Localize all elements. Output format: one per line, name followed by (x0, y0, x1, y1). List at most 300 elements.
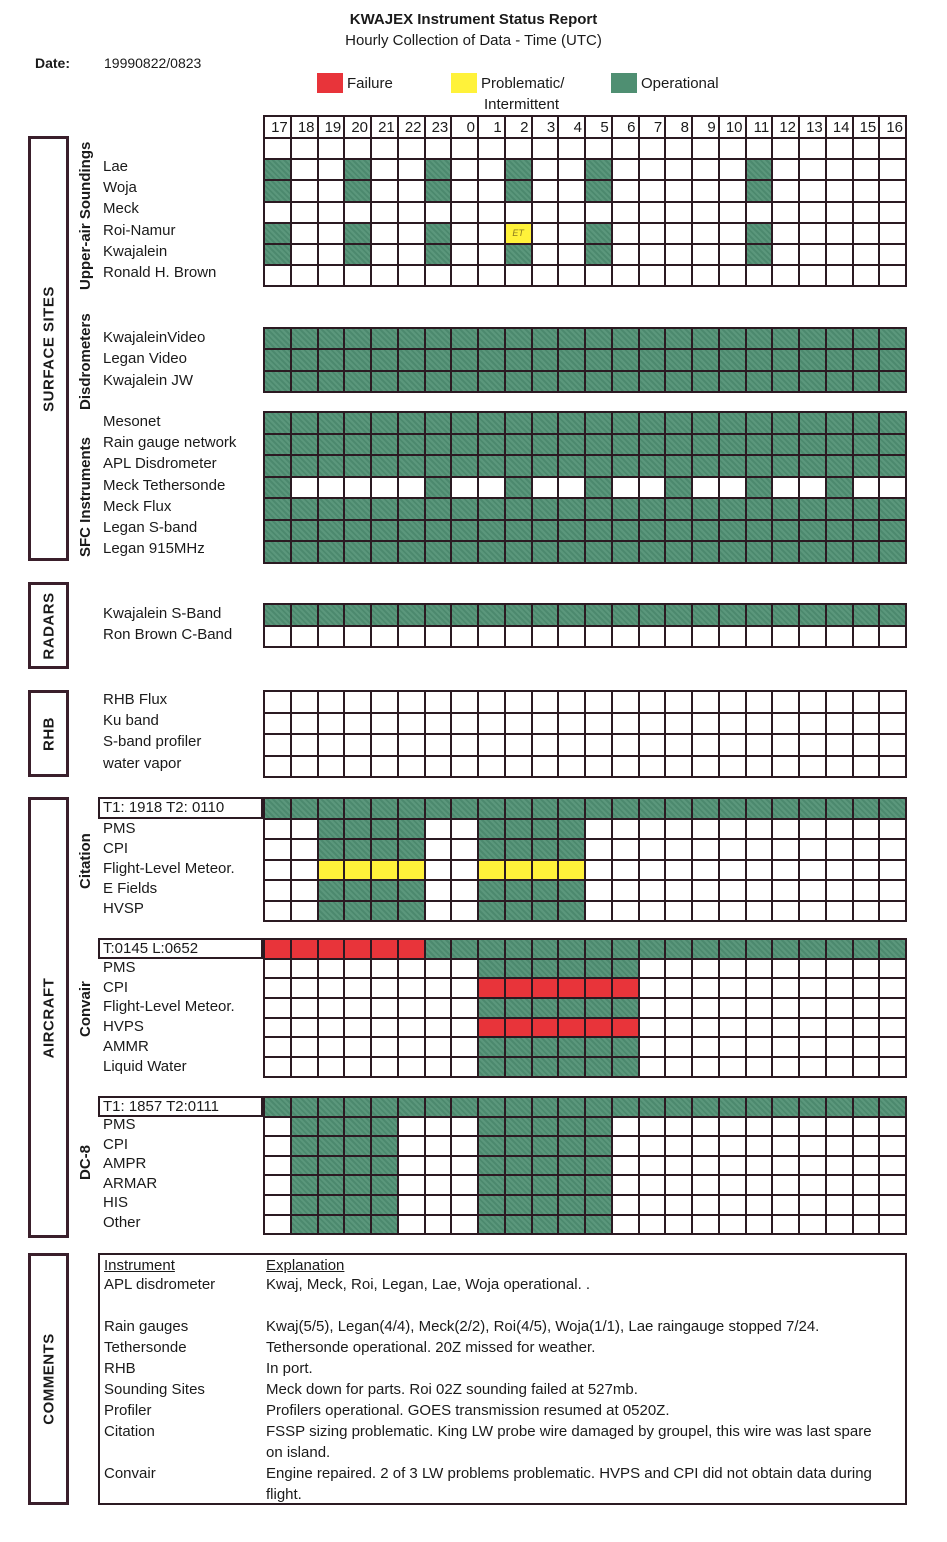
status-cell (853, 455, 880, 477)
status-cell (826, 1175, 853, 1195)
status-cell (665, 223, 692, 244)
status-cell (558, 901, 585, 922)
status-cell (853, 734, 880, 756)
status-cell (719, 265, 746, 286)
status-cell (344, 159, 371, 180)
status-cell (371, 1156, 398, 1176)
status-cell (558, 202, 585, 223)
hour-header-cell: 6 (612, 116, 639, 138)
status-cell (746, 860, 773, 881)
status-cell (879, 901, 906, 922)
status-cell (585, 839, 612, 860)
instrument-label: PMS (103, 1116, 136, 1133)
status-cell (318, 798, 345, 819)
status-cell (853, 1175, 880, 1195)
status-cell (371, 265, 398, 286)
status-cell (371, 1195, 398, 1215)
status-cell (746, 455, 773, 477)
status-row (264, 939, 906, 959)
status-cell (879, 734, 906, 756)
status-cell (398, 434, 425, 456)
status-cell (371, 880, 398, 901)
status-grid-sfc (263, 411, 907, 564)
status-cell (879, 498, 906, 520)
status-cell (665, 477, 692, 499)
status-cell (451, 880, 478, 901)
status-cell (746, 202, 773, 223)
status-cell (585, 819, 612, 840)
date-label: Date: (35, 55, 71, 71)
status-cell (665, 939, 692, 959)
status-cell (826, 1215, 853, 1235)
status-cell (612, 901, 639, 922)
status-cell (344, 1117, 371, 1137)
status-cell (665, 1195, 692, 1215)
status-cell (853, 819, 880, 840)
status-cell (665, 798, 692, 819)
status-cell (478, 860, 505, 881)
status-cell (772, 839, 799, 860)
operational-swatch-icon (611, 73, 637, 93)
status-cell (344, 180, 371, 201)
status-cell (692, 839, 719, 860)
status-cell (639, 1136, 666, 1156)
status-cell (425, 860, 452, 881)
failure-swatch-icon (317, 73, 343, 93)
section-aircraft-label: AIRCRAFT (40, 977, 57, 1058)
status-cell (692, 1037, 719, 1057)
status-cell (344, 1136, 371, 1156)
hour-header-cell: 3 (532, 116, 559, 138)
status-cell (719, 839, 746, 860)
status-cell (478, 1156, 505, 1176)
status-cell (692, 434, 719, 456)
status-cell (879, 202, 906, 223)
status-cell (772, 1117, 799, 1137)
status-cell (612, 371, 639, 392)
status-cell (639, 1156, 666, 1176)
status-cell (291, 998, 318, 1018)
status-cell (318, 138, 345, 159)
status-cell (746, 626, 773, 648)
status-cell (799, 477, 826, 499)
status-row (264, 1136, 906, 1156)
status-cell (612, 265, 639, 286)
status-cell (425, 839, 452, 860)
status-cell (532, 880, 559, 901)
status-cell (612, 1215, 639, 1235)
status-cell (291, 939, 318, 959)
status-cell (665, 138, 692, 159)
status-cell (344, 349, 371, 370)
hour-header-cell: 7 (639, 116, 666, 138)
status-cell (692, 691, 719, 713)
status-cell (318, 756, 345, 778)
status-cell (318, 959, 345, 979)
status-row (264, 477, 906, 499)
status-cell (398, 939, 425, 959)
status-cell (532, 1175, 559, 1195)
status-cell (478, 691, 505, 713)
status-cell (451, 1037, 478, 1057)
status-cell (799, 138, 826, 159)
status-cell (344, 1057, 371, 1077)
status-cell (879, 328, 906, 349)
status-cell (665, 839, 692, 860)
status-cell (451, 1215, 478, 1235)
status-cell (853, 180, 880, 201)
status-cell (585, 223, 612, 244)
status-cell (692, 1195, 719, 1215)
status-cell (505, 691, 532, 713)
status-row (264, 541, 906, 563)
status-cell (853, 860, 880, 881)
status-cell (505, 412, 532, 434)
status-cell (318, 349, 345, 370)
status-cell (398, 713, 425, 735)
status-row (264, 1097, 906, 1117)
status-cell (371, 978, 398, 998)
status-cell (772, 880, 799, 901)
status-cell (585, 978, 612, 998)
status-cell (746, 978, 773, 998)
status-cell (532, 978, 559, 998)
status-cell (879, 978, 906, 998)
status-cell (505, 756, 532, 778)
status-row (264, 713, 906, 735)
instrument-label: HIS (103, 1194, 129, 1212)
status-cell (612, 434, 639, 456)
status-grid-citation (263, 797, 907, 922)
status-cell (318, 1195, 345, 1215)
status-cell (291, 1018, 318, 1038)
status-cell (612, 1037, 639, 1057)
status-cell (772, 959, 799, 979)
status-cell (264, 819, 291, 840)
instrument-label: AMMR (103, 1037, 149, 1055)
status-cell (344, 265, 371, 286)
status-cell (451, 978, 478, 998)
status-cell (478, 1215, 505, 1235)
status-cell (425, 604, 452, 626)
status-cell (719, 1156, 746, 1176)
status-cell (344, 244, 371, 265)
status-cell (371, 604, 398, 626)
status-cell (692, 998, 719, 1018)
status-cell (264, 1136, 291, 1156)
status-cell (532, 1195, 559, 1215)
status-cell (451, 328, 478, 349)
status-cell (532, 1136, 559, 1156)
status-cell (772, 1195, 799, 1215)
status-cell (826, 998, 853, 1018)
status-row (264, 455, 906, 477)
status-cell (318, 159, 345, 180)
status-cell (398, 349, 425, 370)
status-cell (692, 138, 719, 159)
status-cell (264, 520, 291, 542)
status-cell (826, 1097, 853, 1117)
status-cell (826, 412, 853, 434)
status-cell (398, 138, 425, 159)
status-cell (505, 265, 532, 286)
status-cell (853, 349, 880, 370)
comment-instrument: Convair (104, 1465, 156, 1482)
section-rhb-label: RHB (40, 716, 57, 751)
status-cell (799, 180, 826, 201)
status-cell (264, 959, 291, 979)
status-cell (612, 1097, 639, 1117)
status-cell (318, 734, 345, 756)
status-cell (879, 1136, 906, 1156)
status-cell (558, 939, 585, 959)
status-cell (719, 477, 746, 499)
instrument-label: Kwajalein JW (103, 371, 194, 389)
status-cell (826, 860, 853, 881)
status-cell (558, 159, 585, 180)
status-cell (478, 839, 505, 860)
status-cell (692, 412, 719, 434)
status-cell (425, 265, 452, 286)
status-row (264, 1018, 906, 1038)
status-cell (719, 604, 746, 626)
status-cell (451, 223, 478, 244)
status-cell (826, 713, 853, 735)
instrument-label: CPI (103, 840, 129, 857)
status-cell (505, 244, 532, 265)
status-cell (746, 371, 773, 392)
status-cell (398, 265, 425, 286)
status-cell (532, 412, 559, 434)
status-cell (425, 244, 452, 265)
status-cell (772, 541, 799, 563)
status-cell (692, 477, 719, 499)
status-cell (719, 939, 746, 959)
status-cell (505, 328, 532, 349)
status-cell (398, 691, 425, 713)
status-cell (398, 756, 425, 778)
status-cell (879, 998, 906, 1018)
status-cell (371, 939, 398, 959)
status-cell (318, 180, 345, 201)
status-cell (478, 265, 505, 286)
status-cell (692, 860, 719, 881)
instrument-label: Flight-Level Meteor. (103, 860, 235, 877)
status-cell (612, 713, 639, 735)
status-row (264, 434, 906, 456)
status-cell (772, 998, 799, 1018)
status-cell (425, 959, 452, 979)
status-cell (612, 349, 639, 370)
status-cell (772, 455, 799, 477)
status-cell (371, 1136, 398, 1156)
instrument-label: Woja (103, 179, 137, 197)
group-sfc-label: SFC Instruments (77, 436, 94, 557)
status-cell (318, 520, 345, 542)
status-cell (799, 819, 826, 840)
status-cell (665, 455, 692, 477)
status-cell (505, 998, 532, 1018)
status-cell (746, 734, 773, 756)
status-cell (371, 691, 398, 713)
status-cell (612, 626, 639, 648)
status-cell (639, 959, 666, 979)
status-cell (879, 477, 906, 499)
status-cell (692, 244, 719, 265)
status-cell (746, 1215, 773, 1235)
status-row (264, 978, 906, 998)
status-cell (585, 1136, 612, 1156)
status-cell (478, 939, 505, 959)
status-cell (451, 860, 478, 881)
status-cell (665, 412, 692, 434)
status-cell (799, 244, 826, 265)
status-cell (398, 1175, 425, 1195)
status-cell (826, 691, 853, 713)
status-cell (558, 455, 585, 477)
status-cell (264, 880, 291, 901)
status-cell (371, 839, 398, 860)
status-cell (291, 880, 318, 901)
status-cell (746, 1057, 773, 1077)
hour-header-cell: 22 (398, 116, 425, 138)
status-cell (532, 756, 559, 778)
status-cell (746, 1117, 773, 1137)
status-row (264, 756, 906, 778)
status-cell (853, 159, 880, 180)
status-cell (318, 265, 345, 286)
status-cell (853, 1018, 880, 1038)
status-cell (371, 412, 398, 434)
status-cell (344, 541, 371, 563)
status-cell (558, 713, 585, 735)
instrument-label: S-band profiler (103, 733, 202, 751)
status-cell (585, 626, 612, 648)
status-cell (799, 223, 826, 244)
status-cell (585, 328, 612, 349)
status-cell (505, 520, 532, 542)
status-cell (398, 244, 425, 265)
status-cell (425, 1097, 452, 1117)
status-cell (425, 1215, 452, 1235)
report-title: KWAJEX Instrument Status Report (349, 11, 598, 28)
status-cell (478, 798, 505, 819)
status-cell (879, 1018, 906, 1038)
status-cell (371, 626, 398, 648)
status-cell (799, 1018, 826, 1038)
status-cell (639, 1117, 666, 1137)
status-cell (318, 1097, 345, 1117)
status-cell (719, 713, 746, 735)
status-cell (318, 819, 345, 840)
status-cell (879, 349, 906, 370)
status-cell (799, 1117, 826, 1137)
status-cell (398, 455, 425, 477)
status-cell (532, 180, 559, 201)
status-cell (826, 819, 853, 840)
status-cell (344, 371, 371, 392)
status-cell (264, 734, 291, 756)
status-cell (746, 138, 773, 159)
status-row (264, 880, 906, 901)
status-cell (639, 202, 666, 223)
status-cell (291, 349, 318, 370)
status-row (264, 159, 906, 180)
status-cell (692, 180, 719, 201)
comment-instrument: RHB (104, 1360, 136, 1377)
status-cell (532, 328, 559, 349)
status-cell (371, 901, 398, 922)
status-cell (639, 880, 666, 901)
status-cell (826, 434, 853, 456)
status-cell (879, 159, 906, 180)
status-cell (344, 998, 371, 1018)
status-cell (772, 1175, 799, 1195)
status-cell (451, 455, 478, 477)
status-cell (799, 265, 826, 286)
status-cell (425, 498, 452, 520)
status-cell (879, 1195, 906, 1215)
status-cell (398, 328, 425, 349)
status-cell (826, 455, 853, 477)
instrument-label: Legan 915MHz (103, 540, 205, 558)
status-row (264, 604, 906, 626)
status-cell (879, 180, 906, 201)
status-cell (826, 265, 853, 286)
status-cell (451, 349, 478, 370)
status-cell (746, 265, 773, 286)
group-convair-label: Convair (77, 981, 94, 1037)
section-radars (28, 582, 69, 669)
status-cell (291, 1097, 318, 1117)
status-cell (879, 541, 906, 563)
status-cell (879, 138, 906, 159)
status-cell (719, 1097, 746, 1117)
status-cell (478, 180, 505, 201)
status-cell (826, 1037, 853, 1057)
status-cell (291, 371, 318, 392)
status-cell (853, 1156, 880, 1176)
status-grid-convair (263, 938, 907, 1078)
status-cell (344, 819, 371, 840)
status-cell (639, 734, 666, 756)
status-cell (639, 328, 666, 349)
status-cell (612, 798, 639, 819)
status-cell (799, 349, 826, 370)
status-cell (291, 455, 318, 477)
status-row (264, 691, 906, 713)
status-cell (585, 412, 612, 434)
status-cell (344, 839, 371, 860)
status-row (264, 138, 906, 159)
status-cell (826, 604, 853, 626)
status-cell (692, 1057, 719, 1077)
status-cell (826, 1018, 853, 1038)
status-cell (772, 860, 799, 881)
status-cell (291, 180, 318, 201)
comments-box (98, 1253, 907, 1505)
status-cell (291, 691, 318, 713)
status-cell (585, 1037, 612, 1057)
status-cell (451, 939, 478, 959)
status-cell (639, 349, 666, 370)
status-cell (772, 798, 799, 819)
status-cell (478, 349, 505, 370)
status-cell (371, 756, 398, 778)
status-cell (853, 978, 880, 998)
status-cell (558, 180, 585, 201)
status-cell (746, 798, 773, 819)
